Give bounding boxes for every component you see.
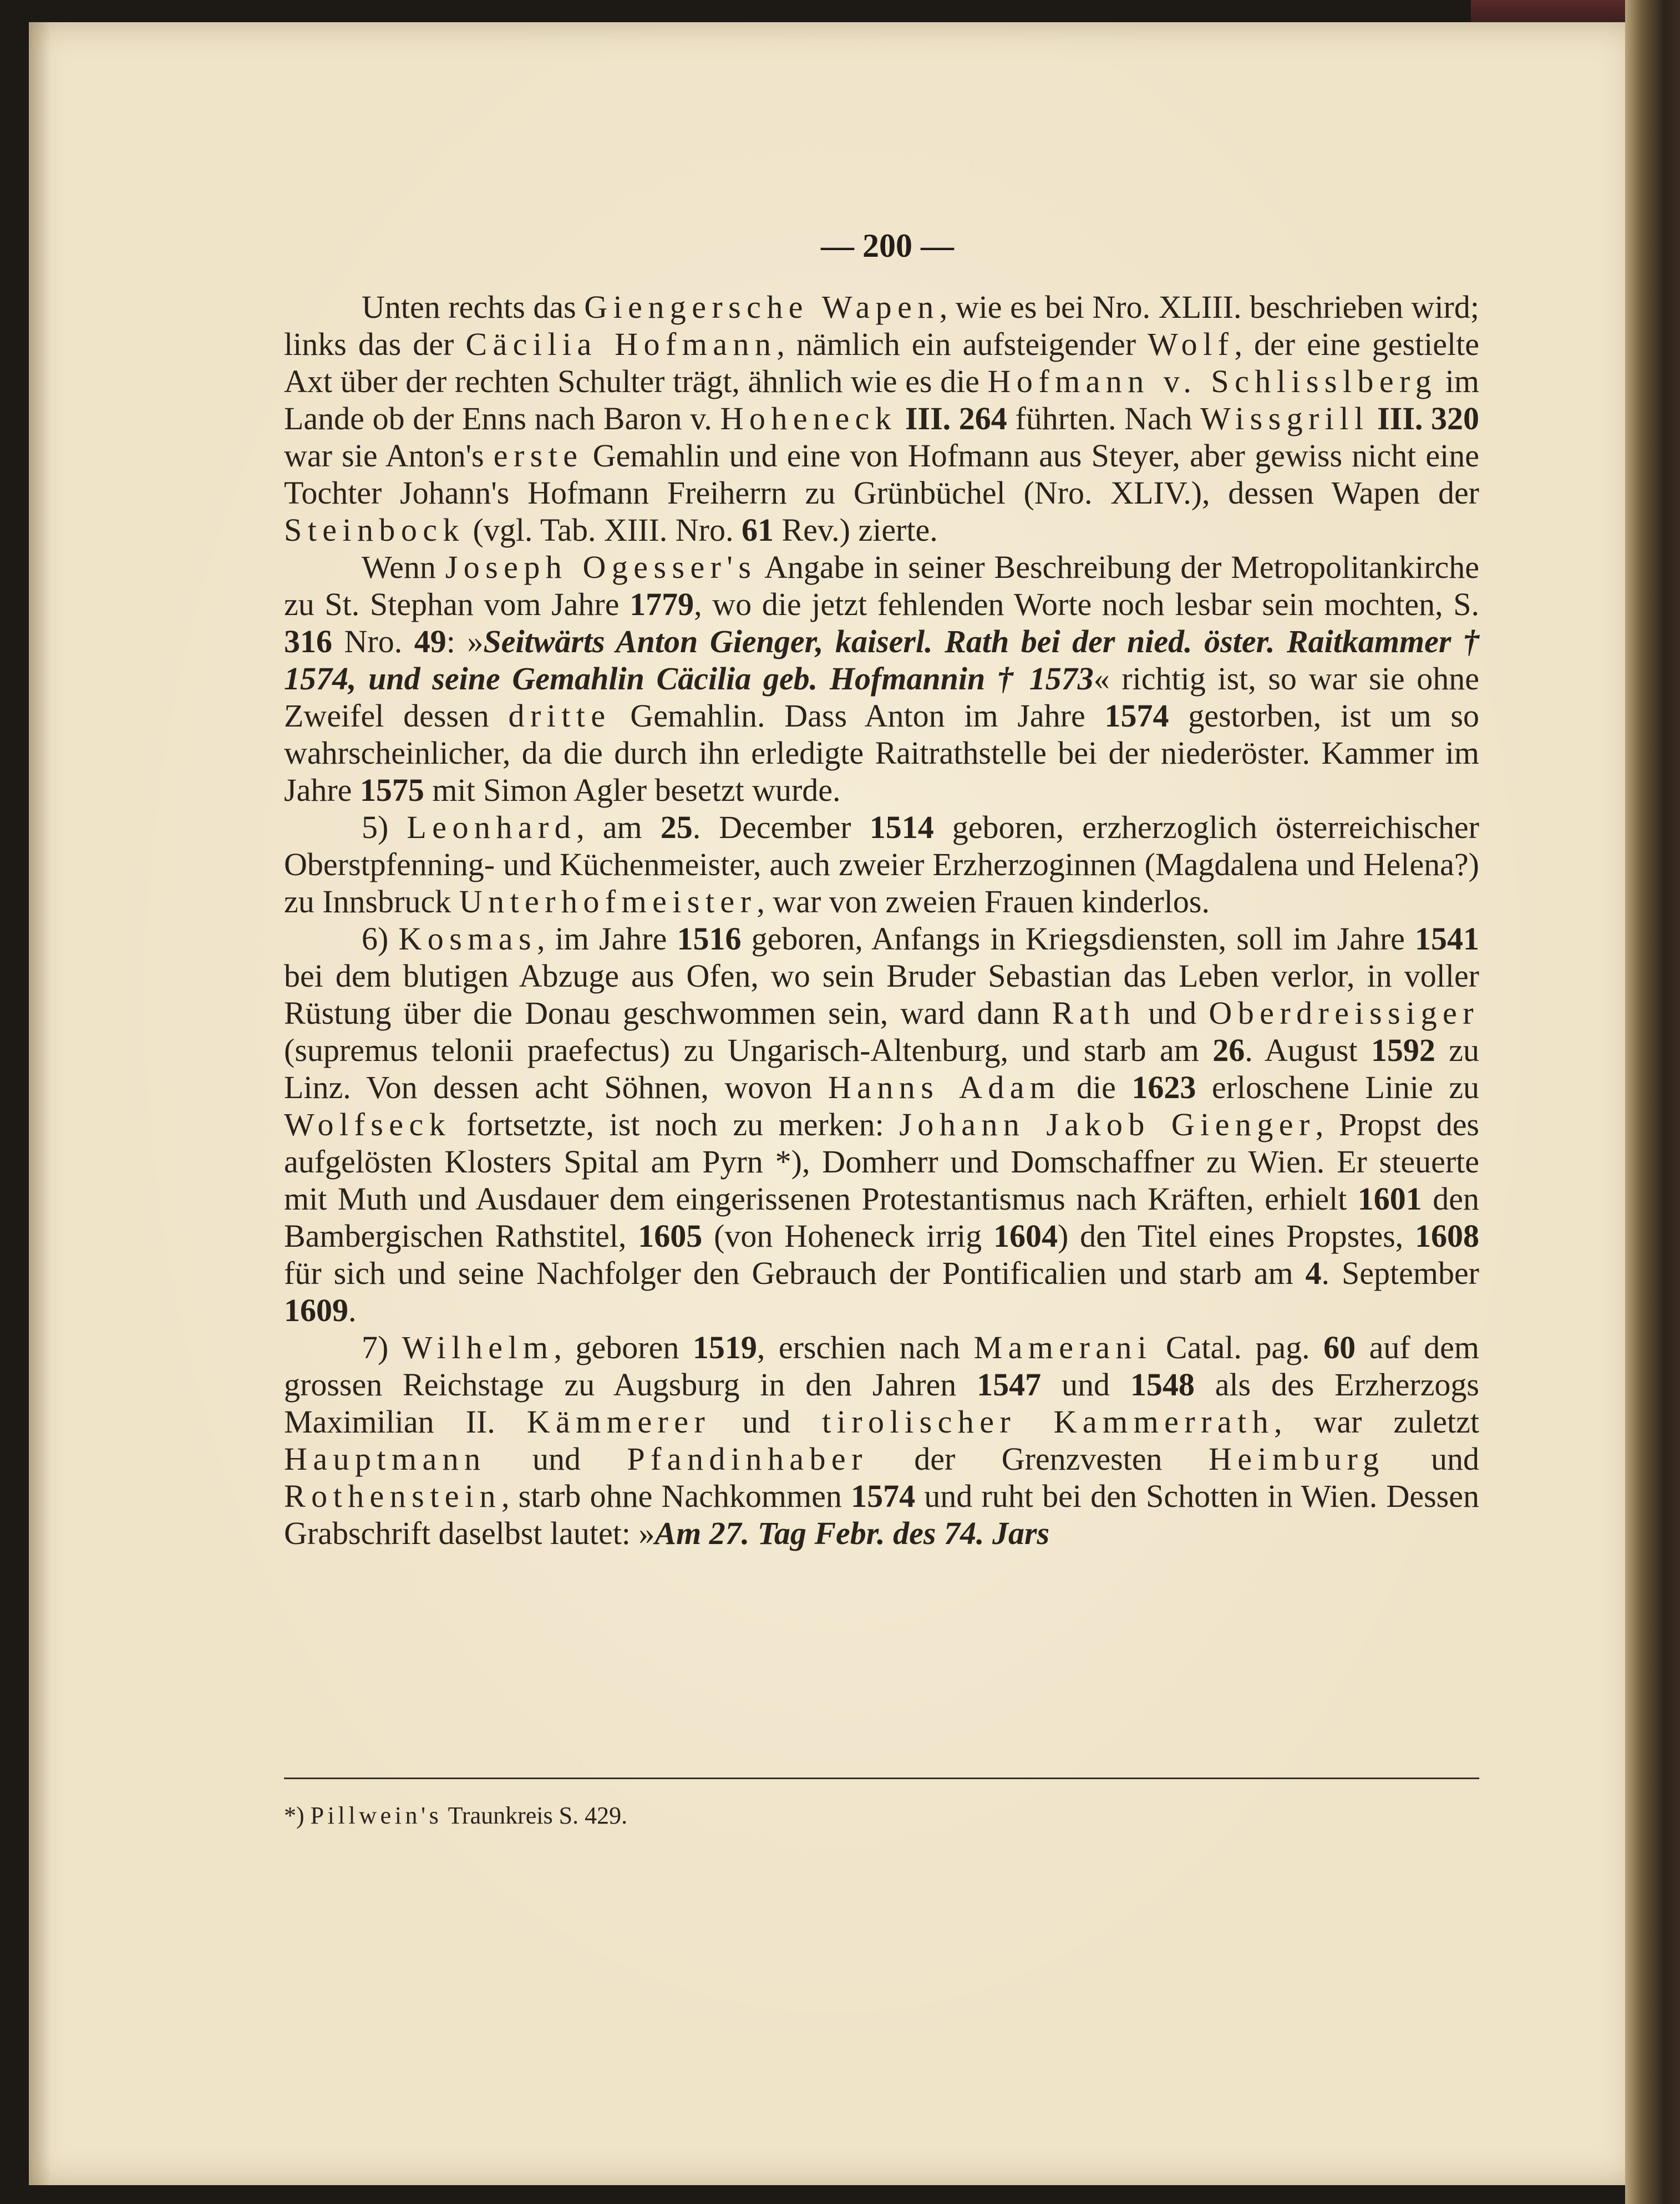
text-segment: als des Erzherzogs Maximilian II. xyxy=(284,1367,1480,1440)
text-segment: 1548 xyxy=(1130,1367,1195,1403)
text-segment: 5) xyxy=(362,809,407,845)
text-segment: den Bambergischen Rathstitel, xyxy=(284,1181,1479,1254)
text-segment: Steinbock xyxy=(284,512,465,548)
text-segment: 1779 xyxy=(630,586,694,622)
text-segment: Nro. xyxy=(332,623,414,659)
text-segment: 316 xyxy=(284,623,332,659)
text-segment: tirolischer Kammerrath xyxy=(822,1404,1275,1440)
text-segment: der Grenzvesten xyxy=(867,1441,1209,1477)
text-segment: . December xyxy=(692,809,870,845)
text-segment: Heimburg xyxy=(1208,1441,1385,1477)
text-segment: Kosmas xyxy=(398,921,537,957)
text-segment: 1601 xyxy=(1357,1181,1422,1217)
text-segment: « richtig ist, so war sie ohne Zweifel dessen xyxy=(284,661,1479,734)
text-segment: im Lande ob der Enns nach Baron v. xyxy=(284,363,1480,436)
text-segment: 1575 xyxy=(359,772,424,808)
text-segment: . August xyxy=(1245,1032,1371,1068)
text-segment: 6) xyxy=(362,921,399,957)
text-segment: Wolfseck xyxy=(284,1106,451,1142)
text-segment: Rath xyxy=(1052,995,1136,1031)
text-segment: , nämlich ein aufsteigender xyxy=(776,326,1148,362)
text-segment: 1519 xyxy=(692,1329,757,1365)
text-segment: Mamerani xyxy=(973,1329,1153,1365)
text-segment: Angabe in seiner Beschreibung der Metropolitankirche zu St. Stephan vom Jahre xyxy=(284,549,1479,622)
text-segment: 1592 xyxy=(1371,1032,1435,1068)
text-segment: Am 27. Tag Febr. des 74. Jars xyxy=(654,1515,1050,1551)
text-segment xyxy=(897,400,905,436)
text-segment: Hofmann v. Schlisslberg xyxy=(987,363,1438,399)
text-segment: Unterhofmeister xyxy=(459,883,757,920)
text-segment: , wo die jetzt fehlenden Worte noch lesbar sein mochten, S. xyxy=(694,586,1479,622)
text-segment: 60 xyxy=(1323,1329,1356,1365)
text-segment: , erschien nach xyxy=(757,1329,974,1365)
text-segment: , der eine gestielte Axt über der rechten Schulter trägt, ähnlich wie es die xyxy=(284,326,1480,399)
text-segment: Cäcilia Hofmann xyxy=(465,326,777,362)
text-segment: 25 xyxy=(660,809,693,845)
text-segment: Rothenstein xyxy=(284,1478,501,1514)
text-segment: , geboren xyxy=(554,1329,693,1365)
text-segment: Wolf xyxy=(1148,326,1235,362)
footnote xyxy=(284,1801,1479,1830)
text-segment: III. 320 xyxy=(1377,400,1480,436)
text-segment: 1547 xyxy=(977,1367,1042,1403)
text-segment: für sich und seine Nachfolger den Gebrauch der Pontificalien und starb am xyxy=(284,1255,1306,1291)
text-segment: , Propst des aufgelösten Klosters Spital am Pyrn *), Domherr und Domschaffner zu Wien. Er steuerte mit Muth und Ausdauer dem eingerissenen Protestantismus nach Kräften, erhielt xyxy=(284,1106,1480,1217)
paragraph-wilhelm xyxy=(284,1329,1479,1552)
paragraph-ogesser xyxy=(284,549,1479,809)
text-segment: Hoheneck xyxy=(720,400,897,436)
text-segment: . September xyxy=(1321,1255,1479,1291)
text-segment: führten. Nach xyxy=(1007,400,1201,436)
text-segment: Joseph Ogesser's xyxy=(445,549,757,585)
text-segment: Seitwärts Anton Gienger, kaiserl. Rath bei der nied. öster. Raitkammer † 1574, und seine Gemahlin Cäcilia geb. Hofmannin † 1573 xyxy=(284,623,1479,697)
text-segment: war sie Anton's xyxy=(284,438,494,474)
text-segment: Johann Jakob Gienger xyxy=(899,1106,1316,1142)
text-segment: Gemahlin. Dass Anton im Jahre xyxy=(611,698,1105,734)
footnote-author: Pillwein's xyxy=(310,1802,443,1829)
footnote-rule xyxy=(284,1778,1479,1779)
text-segment: und xyxy=(710,1404,823,1440)
text-segment: 1604 xyxy=(993,1218,1058,1254)
text-segment: geboren, erzherzoglich österreichischer Oberstpfenning- und Küchenmeister, auch zweier Erzherzoginnen (Magdalena und Helena?) zu Innsbruck xyxy=(284,809,1479,920)
paragraph-gienger-wapen xyxy=(284,288,1479,549)
text-segment: (supremus telonii praefectus) zu Ungarisch-Altenburg, und starb am xyxy=(284,1032,1213,1068)
text-segment: , starb ohne Nachkommen xyxy=(501,1478,851,1514)
text-segment: bei dem blutigen Abzuge aus Ofen, wo sein Bruder Sebastian das Leben verlor, in voller Rüstung über die Donau geschwommen sein, ward dann xyxy=(284,958,1479,1031)
text-segment: Unten rechts das xyxy=(362,289,585,325)
text-segment: dritte xyxy=(508,698,611,734)
text-segment: , wie es bei Nro. XLIII. beschrieben wird; links das der xyxy=(284,289,1479,362)
text-segment: geboren, Anfangs in Kriegsdiensten, soll im Jahre xyxy=(741,921,1415,957)
text-segment: 1609 xyxy=(284,1292,348,1328)
text-segment: und xyxy=(1041,1367,1130,1403)
text-segment: Wissgrill xyxy=(1200,400,1369,436)
text-segment: Leonhard xyxy=(407,809,577,845)
text-segment: . xyxy=(348,1292,357,1328)
text-segment: gestorben, ist um so wahrscheinlicher, da die durch ihn erledigte Raitrathstelle bei der niederöster. Kammer im Jahre xyxy=(284,698,1479,808)
text-segment: , im Jahre xyxy=(536,921,677,957)
text-segment: fortsetzte, ist noch zu merken: xyxy=(451,1106,900,1142)
text-segment: auf dem grossen Reichstage zu Augsburg in den Jahren xyxy=(284,1329,1479,1403)
text-segment: mit Simon Agler besetzt wurde. xyxy=(424,772,841,808)
paragraph-kosmas xyxy=(284,920,1479,1329)
text-segment: Gemahlin und eine von Hofmann aus Steyer, aber gewiss nicht eine Tochter Johann's Hofmann Freiherrn zu Grünbüchel (Nro. XLIV.), dessen Wapen der xyxy=(284,438,1479,511)
page-number: — 200 — xyxy=(821,227,954,264)
text-segment: Hanns Adam xyxy=(828,1069,1061,1105)
text-segment: 1574 xyxy=(851,1478,916,1514)
text-segment: und xyxy=(1135,995,1209,1031)
footnote-marker: *) xyxy=(284,1802,311,1829)
text-segment: Rev.) zierte. xyxy=(773,512,938,548)
text-segment: erloschene Linie zu xyxy=(1196,1069,1479,1105)
text-segment: 26 xyxy=(1212,1032,1245,1068)
text-segment xyxy=(1369,400,1377,436)
text-segment: Wenn xyxy=(362,549,445,585)
text-segment: 1516 xyxy=(677,921,742,957)
text-segment: (von Hoheneck irrig xyxy=(702,1218,993,1254)
text-segment: 7) xyxy=(362,1329,402,1365)
text-segment: 1574 xyxy=(1104,698,1169,734)
text-segment: zu Linz. Von dessen acht Söhnen, wovon xyxy=(284,1032,1479,1105)
text-segment: erste xyxy=(493,438,583,474)
text-segment: ) den Titel eines Propstes, xyxy=(1057,1218,1415,1254)
paragraph-leonhard xyxy=(284,809,1479,920)
text-segment: und xyxy=(486,1441,627,1477)
book-gutter xyxy=(1625,0,1680,2204)
text-segment: Pfandinhaber xyxy=(627,1441,868,1477)
text-segment: 1605 xyxy=(638,1218,703,1254)
text-segment: : » xyxy=(446,623,484,659)
text-segment: Catal. pag. xyxy=(1152,1329,1324,1365)
text-segment: 1541 xyxy=(1415,921,1480,957)
text-segment: und xyxy=(1384,1441,1479,1477)
text-segment: 1623 xyxy=(1131,1069,1196,1105)
text-segment: Wilhelm xyxy=(402,1329,554,1365)
text-segment: Hauptmann xyxy=(284,1441,486,1477)
text-segment: Oberdreissiger xyxy=(1209,995,1479,1031)
body-text xyxy=(284,288,1479,1552)
text-segment: III. 264 xyxy=(905,400,1007,436)
text-segment: , war zuletzt xyxy=(1274,1404,1480,1440)
text-segment: Giengersche Wapen xyxy=(584,289,940,325)
text-segment: und ruht bei den Schotten in Wien. Dessen Grabschrift daselbst lautet: » xyxy=(284,1478,1479,1551)
text-segment: die xyxy=(1060,1069,1132,1105)
text-segment: , am xyxy=(576,809,661,845)
footnote-text: Traunkreis S. 429. xyxy=(442,1802,628,1829)
text-segment: 1608 xyxy=(1415,1218,1479,1254)
text-segment: , war von zweien Frauen kinderlos. xyxy=(757,883,1210,920)
text-segment: (vgl. Tab. XIII. Nro. xyxy=(464,512,742,548)
text-segment: Kämmerer xyxy=(526,1404,711,1440)
text-segment: 4 xyxy=(1305,1255,1322,1291)
text-segment: 49 xyxy=(414,623,446,659)
text-segment: 1514 xyxy=(869,809,934,845)
text-segment: 61 xyxy=(741,512,774,548)
